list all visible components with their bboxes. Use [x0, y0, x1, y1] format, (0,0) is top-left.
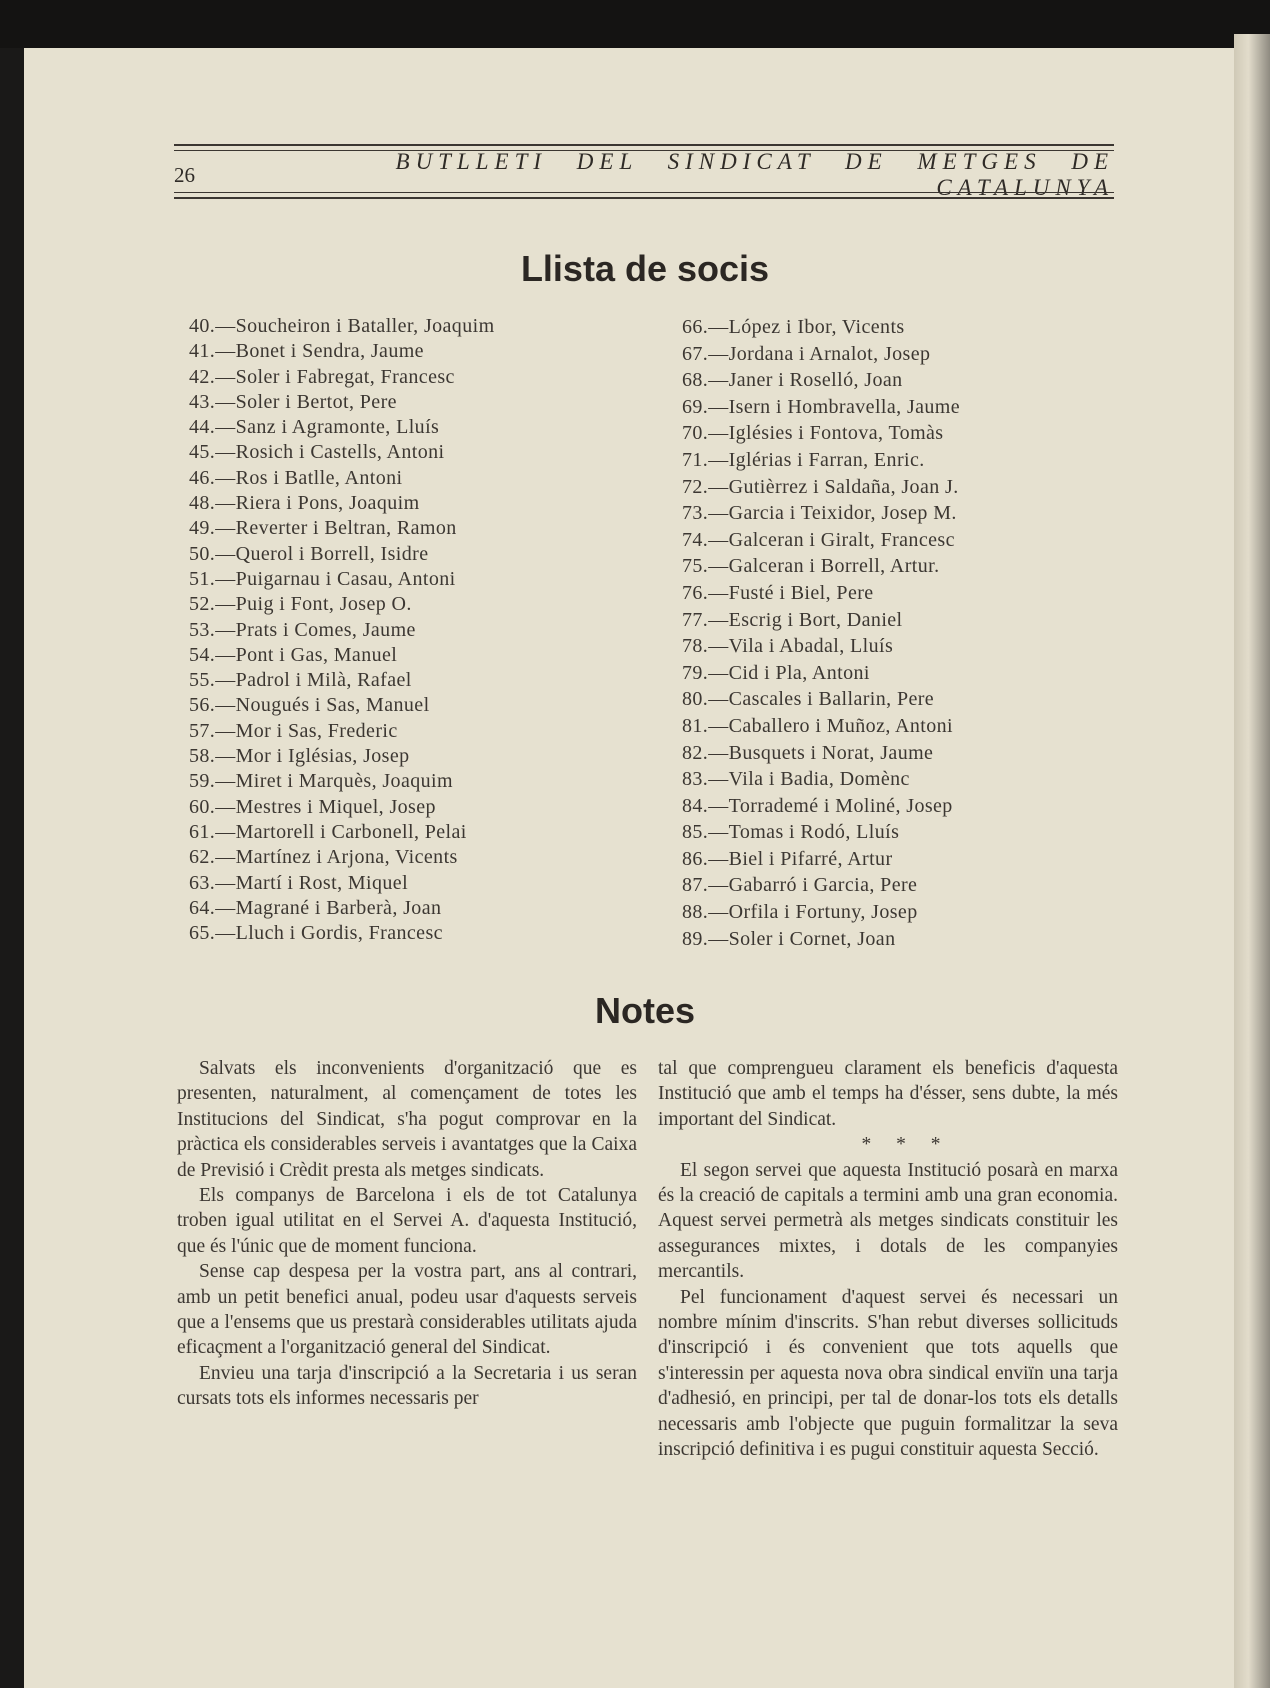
member-entry: 74.—Galceran i Giralt, Francesc [682, 528, 955, 551]
notes-paragraph: Salvats els inconvenients d'organització que es presenten, naturalment, al començament de totes les Institucions del Sindicat, s'ha pogut comprovar en la pràctica els considerables serveis i avantatges que la Caixa de Previsió i Crèdit presta als metges sindicats. [177, 1058, 637, 1181]
member-entry: 78.—Vila i Abadal, Lluís [682, 635, 894, 658]
notes-paragraph-continuation: tal que comprengueu clarament els beneficis d'aquesta Institució que amb el temps ha d'ésser, sens dubte, la més important del Sindicat. [658, 1058, 1118, 1130]
member-entry: 85.—Tomas i Rodó, Lluís [682, 821, 900, 844]
member-entry: 51.—Puigarnau i Casau, Antoni [189, 567, 456, 590]
member-entry: 44.—Sanz i Agramonte, Lluís [189, 416, 440, 439]
members-list-title: Llista de socis [520, 248, 770, 289]
member-entry: 54.—Pont i Gas, Manuel [189, 643, 398, 666]
member-entry: 70.—Iglésies i Fontova, Tomàs [682, 422, 944, 445]
member-entry: 80.—Cascales i Ballarin, Pere [682, 688, 935, 711]
member-entry: 81.—Caballero i Muñoz, Antoni [682, 714, 954, 737]
member-entry: 60.—Mestres i Miquel, Josep [189, 795, 436, 818]
member-entry: 67.—Jordana i Arnalot, Josep [682, 342, 931, 365]
member-entry: 64.—Magrané i Barberà, Joan [189, 896, 442, 919]
member-entry: 57.—Mor i Sas, Frederic [189, 719, 398, 742]
member-entry: 72.—Gutièrrez i Saldaña, Joan J. [682, 475, 959, 498]
header-rule-top [174, 144, 1114, 146]
member-entry: 73.—Garcia i Teixidor, Josep M. [682, 502, 957, 525]
member-entry: 88.—Orfila i Fortuny, Josep [682, 901, 918, 924]
notes-left-column [177, 1056, 637, 1412]
member-entry: 41.—Bonet i Sendra, Jaume [189, 340, 424, 363]
member-entry: 82.—Busquets i Norat, Jaume [682, 741, 934, 764]
member-entry: 84.—Torrademé i Moliné, Josep [682, 794, 953, 817]
member-entry: 69.—Isern i Hombravella, Jaume [682, 395, 961, 418]
member-entry: 42.—Soler i Fabregat, Francesc [189, 365, 455, 388]
member-entry: 59.—Miret i Marquès, Joaquim [189, 770, 453, 793]
header-rule-bottom [174, 197, 1114, 199]
member-entry: 65.—Lluch i Gordis, Francesc [189, 922, 443, 945]
member-entry: 71.—Iglérias i Farran, Enric. [682, 448, 925, 471]
member-entry: 43.—Soler i Bertot, Pere [189, 390, 397, 413]
notes-paragraph: El segon servei que aquesta Institució posarà en marxa és la creació de capitals a termini amb una gran economia. Aquest servei permetrà als metges sindicats constituir les assegurances mixtes, i dotals de les companyies mercantils. [658, 1159, 1118, 1283]
running-title: BUTLLETI DEL SINDICAT DE METGES DE CATALUNYA [395, 149, 1114, 200]
member-entry: 58.—Mor i Iglésias, Josep [189, 745, 410, 768]
page-number: 26 [174, 162, 195, 187]
member-entry: 46.—Ros i Batlle, Antoni [189, 466, 403, 489]
member-entry: 66.—López i Ibor, Vicents [682, 316, 905, 338]
member-entry: 52.—Puig i Font, Josep O. [189, 593, 412, 616]
notes-paragraph: Sense cap despesa per la vostra part, ans al contrari, amb un petit benefici anual, podeu usar d'aquests serveis que a l'ensems que us prestarà considerables utilitats ajuda eficaçment a l'organització general del Sindicat. [177, 1261, 637, 1359]
member-entry: 50.—Querol i Borrell, Isidre [189, 542, 429, 565]
member-entry: 53.—Prats i Comes, Jaume [189, 618, 416, 641]
member-entry: 61.—Martorell i Carbonell, Pelai [189, 820, 467, 843]
member-entry: 49.—Reverter i Beltran, Ramon [189, 517, 457, 540]
member-entry: 40.—Soucheiron i Bataller, Joaquim [189, 315, 495, 337]
member-entry: 87.—Gabarró i Garcia, Pere [682, 874, 918, 897]
member-entry: 62.—Martínez i Arjona, Vicents [189, 846, 458, 869]
member-entry: 63.—Martí i Rost, Miquel [189, 871, 409, 894]
member-entry: 75.—Galceran i Borrell, Artur. [682, 555, 940, 578]
member-entry: 48.—Riera i Pons, Joaquim [189, 492, 420, 515]
notes-title: Notes [594, 990, 696, 1031]
member-entry: 68.—Janer i Roselló, Joan [682, 369, 903, 392]
header-rule-bottom-thin [174, 192, 1114, 193]
notes-paragraph: Els companys de Barcelona i els de tot Catalunya troben igual utilitat en el Servei A. d'aquesta Institució, que és l'únic que de moment funciona. [177, 1185, 637, 1257]
members-list-right-column [682, 314, 960, 952]
member-entry: 89.—Soler i Cornet, Joan [682, 927, 896, 950]
scan-top-border [0, 0, 1270, 48]
member-entry: 86.—Biel i Pifarré, Artur [682, 847, 893, 870]
notes-paragraph: Pel funcionament d'aquest servei és necessari un nombre mínim d'inscrits. S'han rebut diverses sollicituds d'inscripció i és convenient que tots aquells que s'interessin per aquesta nova obra sindical enviïn una tarja d'adhesió, en principi, per tal de donar-los tots els detalls necessaris amb l'objecte que puguin formalitzar la seva inscripció definitiva i es pugui constituir aquesta Secció. [658, 1286, 1118, 1461]
member-entry: 76.—Fusté i Biel, Pere [682, 581, 874, 604]
member-entry: 83.—Vila i Badia, Domènc [682, 768, 910, 791]
member-entry: 55.—Padrol i Milà, Rafael [189, 669, 412, 692]
notes-right-column [658, 1056, 1118, 1463]
member-entry: 45.—Rosich i Castells, Antoni [189, 441, 445, 464]
member-entry: 79.—Cid i Pla, Antoni [682, 661, 870, 684]
members-list-left-column [189, 314, 495, 946]
section-separator: * * * [861, 1134, 951, 1156]
header-row [174, 149, 1114, 200]
member-entry: 77.—Escrig i Bort, Daniel [682, 608, 903, 631]
notes-paragraph: Envieu una tarja d'inscripció a la Secretaria i us seran cursats tots els informes necessaris per [177, 1362, 637, 1410]
member-entry: 56.—Nougués i Sas, Manuel [189, 694, 430, 717]
